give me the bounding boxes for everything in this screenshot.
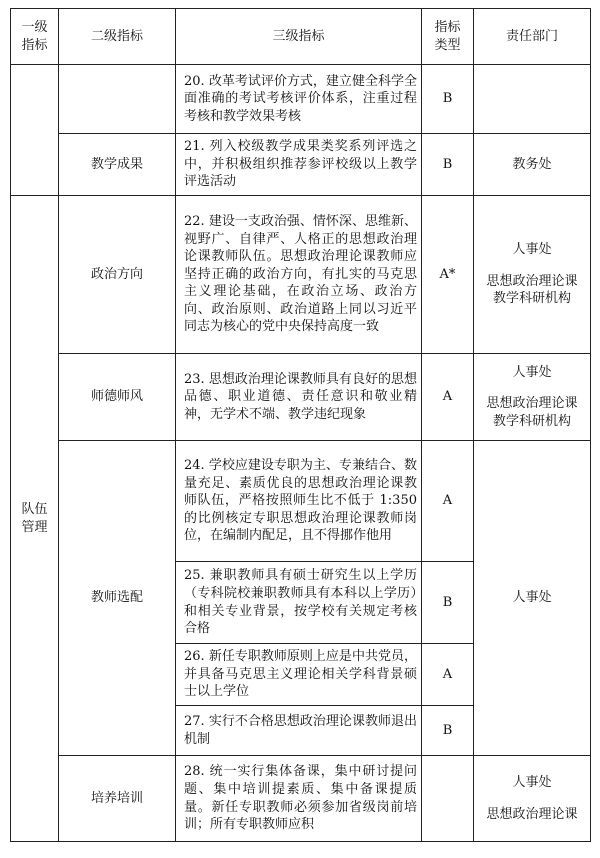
header-dept: 责任部门: [474, 9, 591, 65]
dept-label: 人事处: [474, 441, 591, 756]
dept-label: 教务处: [474, 134, 591, 196]
table-row: [11, 65, 591, 134]
indicator-type: B: [422, 562, 474, 644]
indicator-type: A: [422, 441, 474, 562]
table-row: [11, 196, 591, 354]
indicator-text: 25. 兼职教师具有硕士研究生以上学历（专科院校兼职教师具有本科以上学历）和相关专业背景，按学校有关规定考核合格: [176, 562, 422, 644]
dept-label: 人事处: [512, 242, 552, 258]
indicator-text: 27. 实行不合格思想政治理论课教师退出机制: [176, 706, 422, 756]
header-type: 指标 类型: [422, 9, 474, 65]
level2-label: 教学成果: [59, 134, 176, 196]
indicator-text: 21. 列入校级教学成果类奖系列评选之中，并积极组织推荐参评校级以上教学评选活动: [176, 134, 422, 196]
level2-label: 培养培训: [59, 756, 176, 842]
header-row: [11, 9, 591, 65]
indicator-type: B: [422, 706, 474, 756]
dept-label: 思想政治理论课: [486, 806, 578, 822]
table-row: [11, 756, 591, 842]
indicator-type: B: [422, 134, 474, 196]
dept-label: 思想政治理论课 教学科研机构: [486, 273, 578, 307]
dept-cell: [474, 196, 591, 354]
indicator-type: A*: [422, 196, 474, 354]
header-level1: 一级 指标: [11, 9, 59, 65]
dept-empty-cell: [474, 65, 591, 134]
indicator-type: B: [422, 65, 474, 134]
indicator-type: A: [422, 354, 474, 441]
dept-label: 人事处: [512, 364, 552, 380]
level2-label: 教师选配: [59, 441, 176, 756]
level2-label: 师德师风: [59, 354, 176, 441]
level2-empty-cell: [59, 65, 176, 134]
header-level3: 三级指标: [176, 9, 422, 65]
table-row: [11, 354, 591, 441]
table-row: [11, 441, 591, 562]
dept-cell: [474, 354, 591, 441]
level1-label: 队伍 管理: [11, 196, 59, 842]
indicator-type-empty: [422, 756, 474, 842]
dept-label: 思想政治理论课 教学科研机构: [486, 396, 578, 429]
indicator-text: 28. 统一实行集体备课，集中研讨提问题、集中培训提素质、集中备课提质量。新任专职教师必须参加省级岗前培训；所有专职教师应积: [176, 756, 422, 842]
dept-cell: [474, 756, 591, 842]
table-row: [11, 134, 591, 196]
level2-label: 政治方向: [59, 196, 176, 354]
indicator-table: [10, 8, 591, 842]
indicator-text: 23. 思想政治理论课教师具有良好的思想品德、职业道德、责任意识和敬业精神，无学术不端、教学违纪现象: [176, 354, 422, 441]
indicator-text: 24. 学校应建设专职为主、专兼结合、数量充足、素质优良的思想政治理论课教师队伍，严格按照师生比不低于 1:350 的比例核定专职思想政治理论课教师岗位，在编制内配足，且不得挪作他用: [176, 441, 422, 562]
indicator-text: 22. 建设一支政治强、情怀深、思维新、视野广、自律严、人格正的思想政治理论课教师队伍。思想政治理论课教师应坚持正确的政治方向，有扎实的马克思主义理论基础，在政治立场、政治方向、政治原则、政治道路上同以习近平同志为核心的党中央保持高度一致: [176, 196, 422, 354]
indicator-text: 20. 改革考试评价方式，建立健全科学全面准确的考试考核评价体系，注重过程考核和教学效果考核: [176, 65, 422, 134]
indicator-type: A: [422, 644, 474, 706]
header-level2: 二级指标: [59, 9, 176, 65]
level1-empty-cell: [11, 65, 59, 196]
dept-label: 人事处: [512, 774, 552, 790]
indicator-text: 26. 新任专职教师原则上应是中共党员，并具备马克思主义理论相关学科背景硕士以上学位: [176, 644, 422, 706]
